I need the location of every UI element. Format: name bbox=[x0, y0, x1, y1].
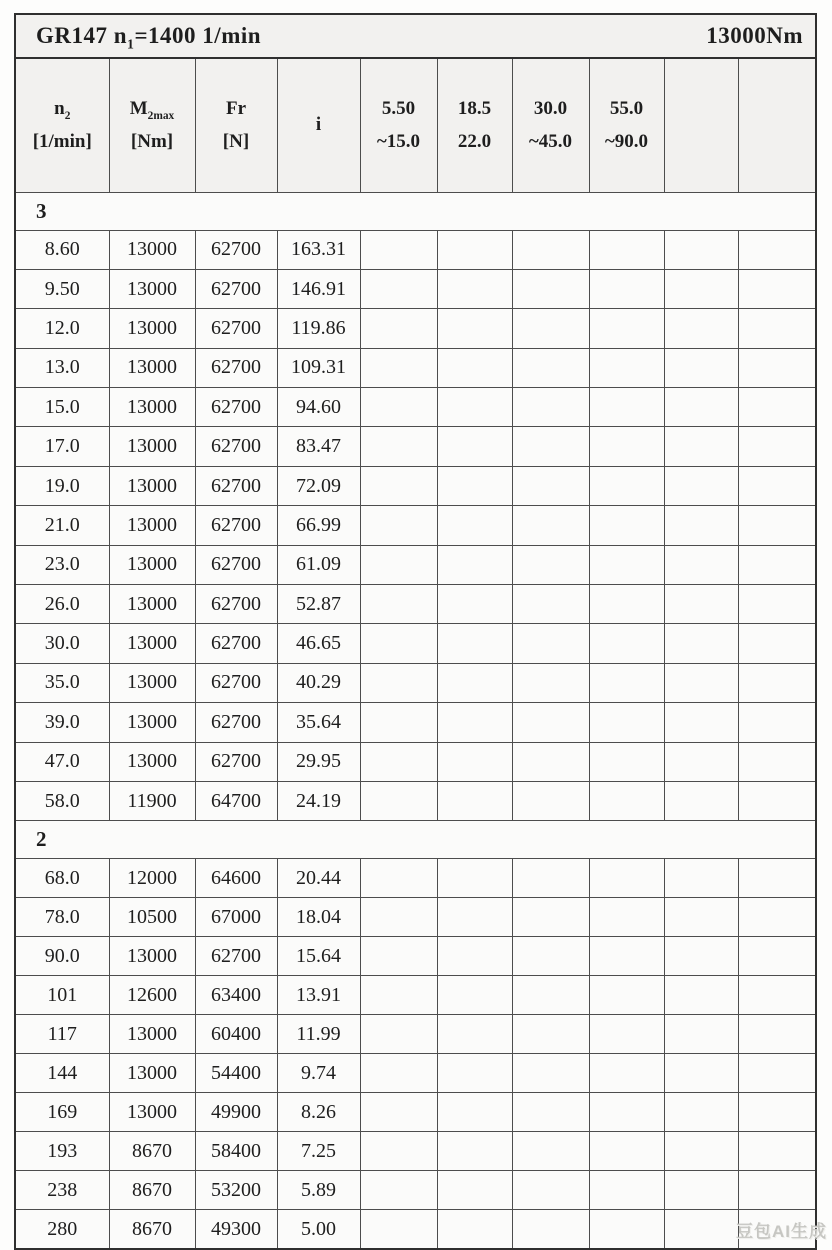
cell-i: 119.86 bbox=[277, 309, 360, 348]
cell-fr: 62700 bbox=[195, 388, 277, 427]
table-row bbox=[15, 230, 816, 269]
ratio-available-cell bbox=[589, 466, 664, 505]
cell-fr: 67000 bbox=[195, 898, 277, 937]
ratio-empty-cell bbox=[738, 309, 816, 348]
spec-sheet bbox=[14, 13, 817, 1250]
ratio-available-cell bbox=[437, 663, 512, 702]
cell-fr: 62700 bbox=[195, 703, 277, 742]
cell-i: 52.87 bbox=[277, 585, 360, 624]
ratio-empty-cell bbox=[589, 269, 664, 308]
ratio-empty-cell bbox=[738, 898, 816, 937]
cell-m2max: 13000 bbox=[109, 348, 195, 387]
ratio-available-cell bbox=[512, 1132, 589, 1171]
ratio-empty-cell bbox=[664, 388, 738, 427]
ratio-empty-cell bbox=[664, 624, 738, 663]
cell-n2: 169 bbox=[15, 1093, 109, 1132]
table-row bbox=[15, 585, 816, 624]
ratio-available-cell bbox=[360, 898, 437, 937]
cell-i: 8.26 bbox=[277, 1093, 360, 1132]
ratio-empty-cell bbox=[738, 545, 816, 584]
ratio-available-cell bbox=[512, 506, 589, 545]
cell-fr: 64600 bbox=[195, 859, 277, 898]
col-header-ratio-30.0-45.0: 30.0 ~45.0 bbox=[512, 58, 589, 192]
cell-fr: 58400 bbox=[195, 1132, 277, 1171]
cell-i: 40.29 bbox=[277, 663, 360, 702]
cell-m2max: 13000 bbox=[109, 1054, 195, 1093]
cell-m2max: 8670 bbox=[109, 1171, 195, 1210]
ratio-available-cell bbox=[512, 781, 589, 820]
ratio-empty-cell bbox=[360, 1210, 437, 1249]
ratio-empty-cell bbox=[664, 585, 738, 624]
table-row bbox=[15, 506, 816, 545]
ratio-empty-cell bbox=[738, 703, 816, 742]
cell-i: 94.60 bbox=[277, 388, 360, 427]
ratio-empty-cell bbox=[589, 348, 664, 387]
ratio-available-cell bbox=[360, 230, 437, 269]
ratio-available-cell bbox=[512, 742, 589, 781]
ratio-available-cell bbox=[437, 937, 512, 976]
col-header-i: i bbox=[277, 58, 360, 192]
cell-i: 7.25 bbox=[277, 1132, 360, 1171]
ratio-empty-cell bbox=[738, 388, 816, 427]
cell-m2max: 13000 bbox=[109, 624, 195, 663]
ratio-available-cell bbox=[437, 898, 512, 937]
table-row bbox=[15, 663, 816, 702]
cell-n2: 21.0 bbox=[15, 506, 109, 545]
ratio-available-cell bbox=[512, 585, 589, 624]
ratio-empty-cell bbox=[738, 624, 816, 663]
table-row bbox=[15, 1210, 816, 1249]
ratio-available-cell bbox=[589, 624, 664, 663]
ratio-empty-cell bbox=[512, 230, 589, 269]
cell-n2: 47.0 bbox=[15, 742, 109, 781]
ratio-available-cell bbox=[360, 976, 437, 1015]
ratio-empty-cell bbox=[738, 585, 816, 624]
table-row bbox=[15, 1093, 816, 1132]
cell-fr: 62700 bbox=[195, 742, 277, 781]
cell-fr: 62700 bbox=[195, 309, 277, 348]
cell-n2: 238 bbox=[15, 1171, 109, 1210]
ratio-available-cell bbox=[512, 1210, 589, 1249]
ratio-available-cell bbox=[437, 269, 512, 308]
ratio-available-cell bbox=[360, 309, 437, 348]
cell-fr: 49900 bbox=[195, 1093, 277, 1132]
table-row bbox=[15, 859, 816, 898]
ratio-available-cell bbox=[589, 427, 664, 466]
ratio-available-cell bbox=[437, 466, 512, 505]
ratio-empty-cell bbox=[360, 1054, 437, 1093]
cell-m2max: 13000 bbox=[109, 309, 195, 348]
ratio-empty-cell bbox=[664, 1171, 738, 1210]
ratio-empty-cell bbox=[738, 781, 816, 820]
ratio-available-cell bbox=[589, 1015, 664, 1054]
cell-i: 83.47 bbox=[277, 427, 360, 466]
ratio-empty-cell bbox=[738, 269, 816, 308]
table-row bbox=[15, 976, 816, 1015]
cell-n2: 15.0 bbox=[15, 388, 109, 427]
cell-fr: 62700 bbox=[195, 427, 277, 466]
cell-m2max: 13000 bbox=[109, 1093, 195, 1132]
table-row bbox=[15, 1015, 816, 1054]
ratio-empty-cell bbox=[664, 348, 738, 387]
ratio-available-cell bbox=[589, 898, 664, 937]
ratio-available-cell bbox=[437, 1015, 512, 1054]
cell-n2: 23.0 bbox=[15, 545, 109, 584]
ratio-available-cell bbox=[437, 427, 512, 466]
cell-i: 72.09 bbox=[277, 466, 360, 505]
subscript: 1 bbox=[127, 36, 135, 52]
ratio-available-cell bbox=[360, 506, 437, 545]
ratio-empty-cell bbox=[664, 937, 738, 976]
ratio-empty-cell bbox=[664, 545, 738, 584]
ratio-available-cell bbox=[589, 859, 664, 898]
ratio-available-cell bbox=[360, 388, 437, 427]
cell-m2max: 13000 bbox=[109, 742, 195, 781]
ratio-empty-cell bbox=[589, 506, 664, 545]
ratio-available-cell bbox=[512, 466, 589, 505]
cell-fr: 53200 bbox=[195, 1171, 277, 1210]
ratio-available-cell bbox=[360, 1132, 437, 1171]
cell-m2max: 13000 bbox=[109, 506, 195, 545]
cell-i: 13.91 bbox=[277, 976, 360, 1015]
ratio-available-cell bbox=[589, 1132, 664, 1171]
section-stage-label: 2 bbox=[15, 821, 816, 859]
table-row bbox=[15, 309, 816, 348]
cell-m2max: 8670 bbox=[109, 1210, 195, 1249]
ratio-empty-cell bbox=[664, 230, 738, 269]
col-header-empty-2 bbox=[738, 58, 816, 192]
title-cell bbox=[15, 14, 816, 58]
max-torque-label: 13000Nm bbox=[706, 23, 804, 48]
table-row bbox=[15, 1054, 816, 1093]
ratio-empty-cell bbox=[738, 506, 816, 545]
ratio-available-cell bbox=[512, 1015, 589, 1054]
cell-i: 35.64 bbox=[277, 703, 360, 742]
table-row bbox=[15, 937, 816, 976]
ratio-available-cell bbox=[512, 1054, 589, 1093]
ratio-available-cell bbox=[589, 1093, 664, 1132]
cell-i: 18.04 bbox=[277, 898, 360, 937]
table-row bbox=[15, 624, 816, 663]
ratio-empty-cell bbox=[738, 230, 816, 269]
ratio-available-cell bbox=[360, 937, 437, 976]
section-row bbox=[15, 192, 816, 230]
ratio-available-cell bbox=[360, 427, 437, 466]
gearbox-rating-table bbox=[14, 13, 817, 1250]
ratio-empty-cell bbox=[664, 427, 738, 466]
cell-fr: 49300 bbox=[195, 1210, 277, 1249]
cell-n2: 30.0 bbox=[15, 624, 109, 663]
table-body bbox=[15, 14, 816, 1249]
cell-fr: 62700 bbox=[195, 348, 277, 387]
ratio-empty-cell bbox=[664, 859, 738, 898]
cell-m2max: 13000 bbox=[109, 427, 195, 466]
ratio-available-cell bbox=[512, 898, 589, 937]
ratio-available-cell bbox=[360, 742, 437, 781]
table-row bbox=[15, 898, 816, 937]
ratio-available-cell bbox=[589, 781, 664, 820]
ratio-empty-cell bbox=[360, 1171, 437, 1210]
ratio-available-cell bbox=[360, 1015, 437, 1054]
ratio-available-cell bbox=[437, 309, 512, 348]
col-header-fr: Fr [N] bbox=[195, 58, 277, 192]
ratio-available-cell bbox=[437, 976, 512, 1015]
cell-m2max: 13000 bbox=[109, 545, 195, 584]
cell-fr: 62700 bbox=[195, 937, 277, 976]
cell-i: 109.31 bbox=[277, 348, 360, 387]
cell-n2: 17.0 bbox=[15, 427, 109, 466]
ratio-available-cell bbox=[360, 466, 437, 505]
cell-m2max: 13000 bbox=[109, 663, 195, 702]
table-row bbox=[15, 269, 816, 308]
ratio-empty-cell bbox=[664, 1132, 738, 1171]
ratio-available-cell bbox=[512, 309, 589, 348]
ratio-available-cell bbox=[512, 388, 589, 427]
cell-fr: 62700 bbox=[195, 585, 277, 624]
ratio-available-cell bbox=[437, 703, 512, 742]
ratio-empty-cell bbox=[664, 976, 738, 1015]
cell-n2: 39.0 bbox=[15, 703, 109, 742]
ratio-available-cell bbox=[437, 348, 512, 387]
ratio-available-cell bbox=[437, 624, 512, 663]
col-header-m2max: $M_{2max}$ [Nm] bbox=[109, 58, 195, 192]
cell-fr: 64700 bbox=[195, 781, 277, 820]
cell-m2max: 10500 bbox=[109, 898, 195, 937]
ratio-empty-cell bbox=[664, 781, 738, 820]
title-row bbox=[15, 14, 816, 58]
table-row bbox=[15, 1132, 816, 1171]
cell-m2max: 13000 bbox=[109, 388, 195, 427]
cell-i: 9.74 bbox=[277, 1054, 360, 1093]
ratio-available-cell bbox=[589, 976, 664, 1015]
table-row bbox=[15, 466, 816, 505]
table-row bbox=[15, 781, 816, 820]
ratio-available-cell bbox=[360, 348, 437, 387]
ratio-empty-cell bbox=[589, 545, 664, 584]
cell-n2: 19.0 bbox=[15, 466, 109, 505]
cell-n2: 35.0 bbox=[15, 663, 109, 702]
cell-i: 24.19 bbox=[277, 781, 360, 820]
cell-m2max: 13000 bbox=[109, 703, 195, 742]
cell-fr: 62700 bbox=[195, 269, 277, 308]
ratio-available-cell bbox=[512, 1093, 589, 1132]
cell-fr: 62700 bbox=[195, 466, 277, 505]
ratio-empty-cell bbox=[738, 976, 816, 1015]
cell-m2max: 13000 bbox=[109, 466, 195, 505]
cell-fr: 62700 bbox=[195, 624, 277, 663]
ratio-available-cell bbox=[512, 663, 589, 702]
ratio-available-cell bbox=[512, 348, 589, 387]
ratio-available-cell bbox=[360, 545, 437, 584]
ratio-empty-cell bbox=[589, 230, 664, 269]
ratio-empty-cell bbox=[512, 269, 589, 308]
table-row bbox=[15, 545, 816, 584]
cell-m2max: 11900 bbox=[109, 781, 195, 820]
ratio-empty-cell bbox=[738, 1093, 816, 1132]
ratio-empty-cell bbox=[664, 1210, 738, 1249]
cell-m2max: 12000 bbox=[109, 859, 195, 898]
ratio-available-cell bbox=[589, 1210, 664, 1249]
ratio-available-cell bbox=[360, 703, 437, 742]
ratio-empty-cell bbox=[664, 1054, 738, 1093]
ratio-empty-cell bbox=[738, 937, 816, 976]
cell-m2max: 8670 bbox=[109, 1132, 195, 1171]
table-row bbox=[15, 388, 816, 427]
col-header-n2: $n_2$ [1/min] bbox=[15, 58, 109, 192]
ratio-empty-cell bbox=[738, 1054, 816, 1093]
ratio-available-cell bbox=[360, 859, 437, 898]
ratio-empty-cell bbox=[738, 742, 816, 781]
cell-n2: 144 bbox=[15, 1054, 109, 1093]
cell-m2max: 13000 bbox=[109, 269, 195, 308]
cell-n2: 193 bbox=[15, 1132, 109, 1171]
cell-fr: 62700 bbox=[195, 663, 277, 702]
ratio-available-cell bbox=[589, 1054, 664, 1093]
table-row bbox=[15, 348, 816, 387]
cell-n2: 117 bbox=[15, 1015, 109, 1054]
ratio-available-cell bbox=[360, 585, 437, 624]
cell-i: 46.65 bbox=[277, 624, 360, 663]
ai-generated-watermark: 豆包AI生成 bbox=[736, 1222, 827, 1241]
cell-n2: 9.50 bbox=[15, 269, 109, 308]
cell-m2max: 12600 bbox=[109, 976, 195, 1015]
ratio-empty-cell bbox=[738, 663, 816, 702]
cell-fr: 62700 bbox=[195, 230, 277, 269]
cell-n2: 101 bbox=[15, 976, 109, 1015]
ratio-available-cell bbox=[437, 781, 512, 820]
cell-n2: 90.0 bbox=[15, 937, 109, 976]
cell-i: 5.00 bbox=[277, 1210, 360, 1249]
ratio-available-cell bbox=[437, 585, 512, 624]
cell-fr: 54400 bbox=[195, 1054, 277, 1093]
ratio-available-cell bbox=[437, 859, 512, 898]
ratio-available-cell bbox=[437, 545, 512, 584]
ratio-empty-cell bbox=[664, 466, 738, 505]
ratio-empty-cell bbox=[664, 269, 738, 308]
column-header-row bbox=[15, 58, 816, 192]
ratio-available-cell bbox=[360, 663, 437, 702]
table-row bbox=[15, 742, 816, 781]
ratio-available-cell bbox=[437, 506, 512, 545]
cell-n2: 280 bbox=[15, 1210, 109, 1249]
ratio-empty-cell bbox=[738, 859, 816, 898]
ratio-available-cell bbox=[512, 703, 589, 742]
col-header-ratio-18.5-22.0: 18.5 22.0 bbox=[437, 58, 512, 192]
table-row bbox=[15, 1171, 816, 1210]
cell-i: 163.31 bbox=[277, 230, 360, 269]
ratio-empty-cell bbox=[664, 898, 738, 937]
ratio-available-cell bbox=[589, 937, 664, 976]
ratio-empty-cell bbox=[738, 348, 816, 387]
ratio-available-cell bbox=[512, 937, 589, 976]
section-row bbox=[15, 821, 816, 859]
ratio-empty-cell bbox=[437, 1210, 512, 1249]
ratio-empty-cell bbox=[664, 1093, 738, 1132]
col-header-ratio-55.0-90.0: 55.0 ~90.0 bbox=[589, 58, 664, 192]
cell-n2: 12.0 bbox=[15, 309, 109, 348]
ratio-available-cell bbox=[437, 1171, 512, 1210]
ratio-available-cell bbox=[437, 388, 512, 427]
ratio-available-cell bbox=[437, 1054, 512, 1093]
col-header-empty-1 bbox=[664, 58, 738, 192]
ratio-available-cell bbox=[589, 742, 664, 781]
section-stage-label: 3 bbox=[15, 192, 816, 230]
cell-m2max: 13000 bbox=[109, 585, 195, 624]
cell-fr: 63400 bbox=[195, 976, 277, 1015]
cell-fr: 62700 bbox=[195, 545, 277, 584]
ratio-available-cell bbox=[512, 624, 589, 663]
cell-i: 61.09 bbox=[277, 545, 360, 584]
ratio-empty-cell bbox=[360, 1093, 437, 1132]
cell-m2max: 13000 bbox=[109, 230, 195, 269]
cell-n2: 58.0 bbox=[15, 781, 109, 820]
cell-m2max: 13000 bbox=[109, 937, 195, 976]
cell-i: 20.44 bbox=[277, 859, 360, 898]
cell-i: 29.95 bbox=[277, 742, 360, 781]
ratio-empty-cell bbox=[738, 1015, 816, 1054]
cell-i: 5.89 bbox=[277, 1171, 360, 1210]
ratio-available-cell bbox=[589, 1171, 664, 1210]
cell-n2: 8.60 bbox=[15, 230, 109, 269]
ratio-empty-cell bbox=[738, 1132, 816, 1171]
ratio-available-cell bbox=[512, 976, 589, 1015]
ratio-available-cell bbox=[512, 427, 589, 466]
cell-i: 15.64 bbox=[277, 937, 360, 976]
ratio-available-cell bbox=[437, 1132, 512, 1171]
cell-m2max: 13000 bbox=[109, 1015, 195, 1054]
ratio-empty-cell bbox=[589, 309, 664, 348]
cell-i: 66.99 bbox=[277, 506, 360, 545]
ratio-empty-cell bbox=[738, 427, 816, 466]
table-row bbox=[15, 427, 816, 466]
ratio-empty-cell bbox=[437, 230, 512, 269]
ratio-empty-cell bbox=[360, 781, 437, 820]
ratio-empty-cell bbox=[664, 506, 738, 545]
ratio-empty-cell bbox=[664, 309, 738, 348]
col-header-ratio-5.50-15.0: 5.50 ~15.0 bbox=[360, 58, 437, 192]
cell-n2: 26.0 bbox=[15, 585, 109, 624]
ratio-available-cell bbox=[589, 703, 664, 742]
cell-n2: 13.0 bbox=[15, 348, 109, 387]
cell-n2: 68.0 bbox=[15, 859, 109, 898]
table-row bbox=[15, 703, 816, 742]
ratio-empty-cell bbox=[738, 466, 816, 505]
cell-fr: 62700 bbox=[195, 506, 277, 545]
cell-i: 11.99 bbox=[277, 1015, 360, 1054]
ratio-available-cell bbox=[589, 663, 664, 702]
cell-i: 146.91 bbox=[277, 269, 360, 308]
ratio-empty-cell bbox=[738, 1171, 816, 1210]
model-title: GR147 $n_1=1400$ 1/min bbox=[36, 23, 262, 52]
ratio-available-cell bbox=[589, 585, 664, 624]
ratio-empty-cell bbox=[664, 1015, 738, 1054]
ratio-empty-cell bbox=[437, 1093, 512, 1132]
ratio-available-cell bbox=[512, 1171, 589, 1210]
ratio-available-cell bbox=[360, 624, 437, 663]
ratio-available-cell bbox=[437, 742, 512, 781]
ratio-empty-cell bbox=[664, 742, 738, 781]
ratio-empty-cell bbox=[664, 703, 738, 742]
ratio-empty-cell bbox=[664, 663, 738, 702]
cell-n2: 78.0 bbox=[15, 898, 109, 937]
cell-fr: 60400 bbox=[195, 1015, 277, 1054]
ratio-available-cell bbox=[512, 859, 589, 898]
ratio-available-cell bbox=[512, 545, 589, 584]
ratio-available-cell bbox=[589, 388, 664, 427]
ratio-available-cell bbox=[360, 269, 437, 308]
